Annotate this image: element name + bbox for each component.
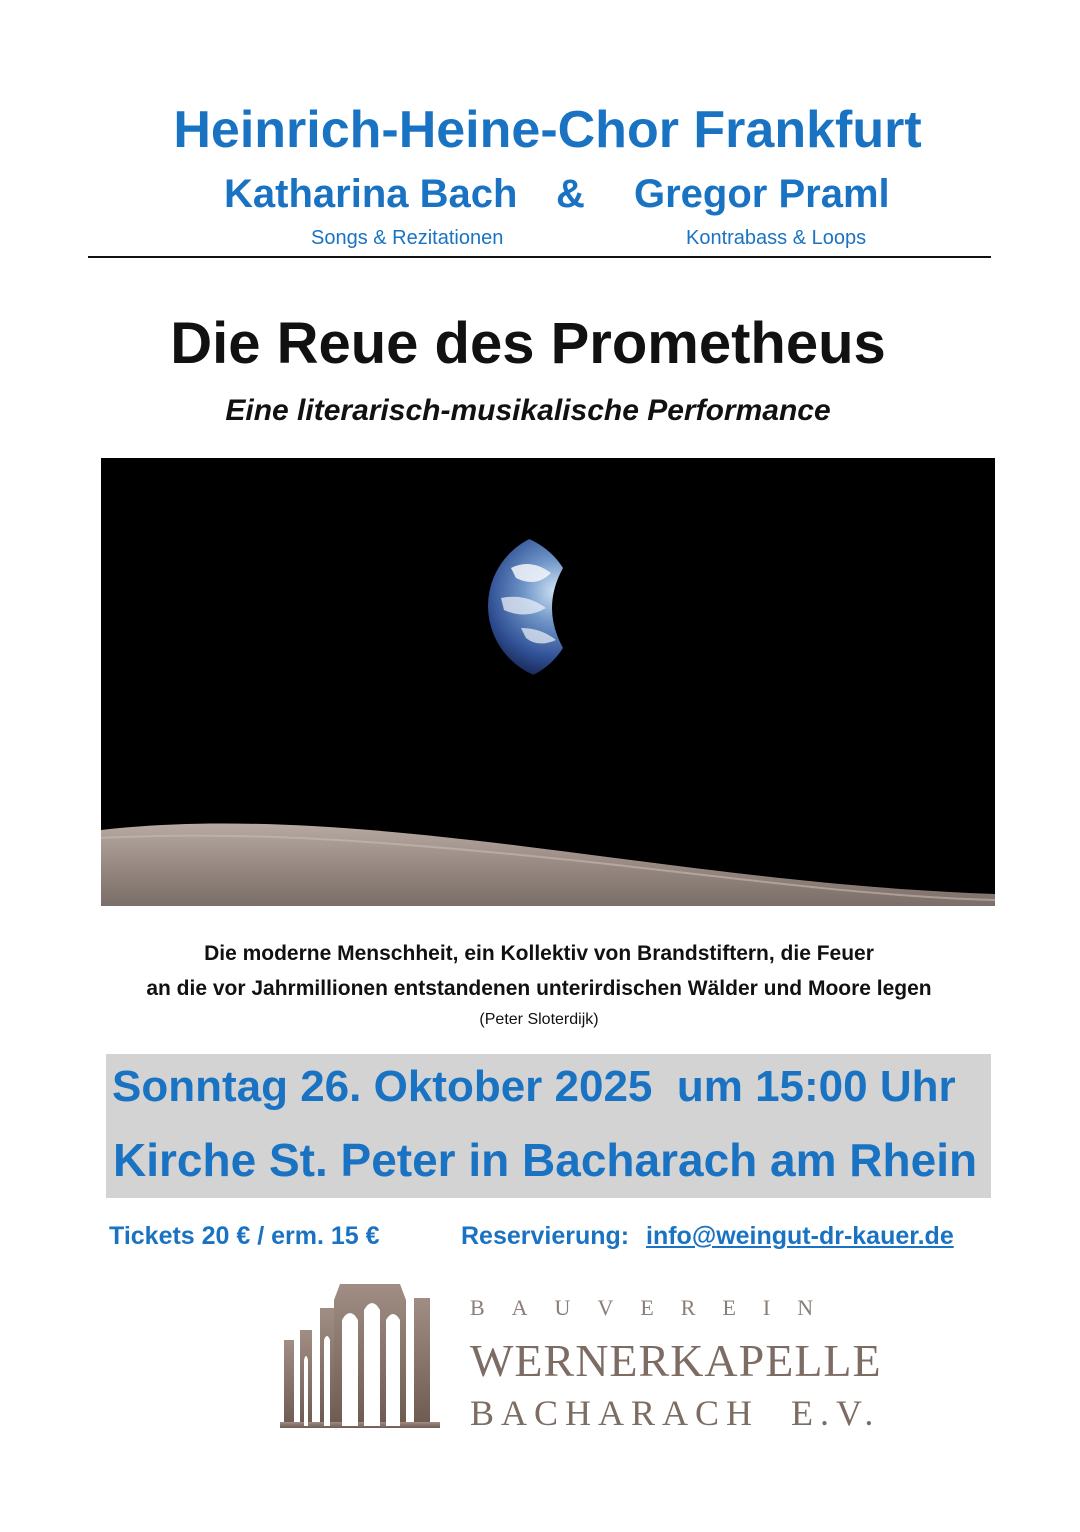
performer1-name: Katharina Bach [224, 172, 518, 216]
earthrise-photo [101, 458, 995, 906]
quote-line-1: Die moderne Menschheit, ein Kollektiv von Brandstiftern, die Feuer [204, 942, 874, 965]
header-divider [88, 256, 991, 258]
reservation-label: Reservierung: [461, 1222, 630, 1250]
ampersand: & [556, 172, 585, 216]
ticket-price: Tickets 20 € / erm. 15 € [109, 1222, 380, 1250]
quote-line-2: an die vor Jahrmillionen entstandenen unterirdischen Wälder und Moore legen [146, 977, 932, 1000]
event-subtitle: Eine literarisch-musikalische Performance [225, 394, 831, 427]
performer2-role: Kontrabass & Loops [686, 227, 867, 249]
performer2-name: Gregor Praml [634, 172, 890, 216]
chapel-ruin-icon [280, 1280, 440, 1433]
performer1-role: Songs & Rezitationen [311, 227, 504, 249]
choir-title: Heinrich-Heine-Chor Frankfurt [173, 101, 922, 159]
event-place: Kirche St. Peter in Bacharach am Rhein [113, 1134, 978, 1186]
logo-line-2: WERNERKAPELLE [470, 1335, 882, 1386]
event-title: Die Reue des Prometheus [170, 311, 886, 376]
logo-line-1: BAUVEREIN [470, 1295, 841, 1320]
quote-author: (Peter Sloterdijk) [479, 1011, 599, 1028]
reservation-email-link[interactable]: info@weingut-dr-kauer.de [646, 1222, 954, 1250]
event-date: Sonntag 26. Oktober 2025 um 15:00 Uhr [112, 1062, 956, 1111]
earthrise-image [101, 458, 995, 906]
logo-line-3: BACHARACH E.V. [470, 1393, 881, 1433]
